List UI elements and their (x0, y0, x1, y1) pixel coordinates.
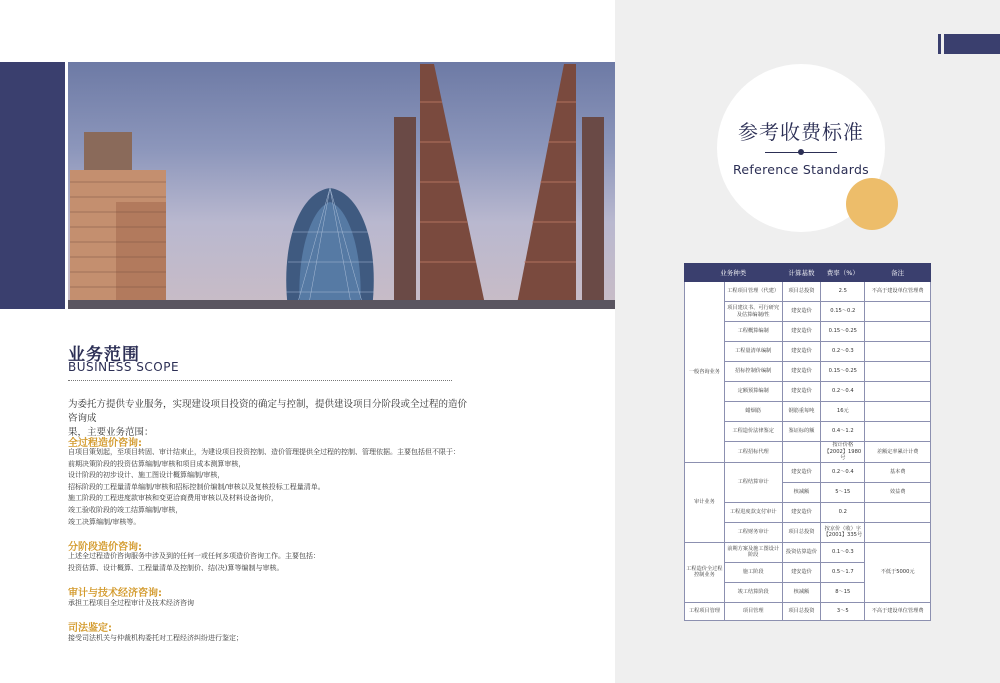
section-body-audit (68, 598, 468, 610)
section-line: 接受司法机关与仲裁机构委托对工程经济纠纷进行鉴定； (68, 634, 243, 642)
rate-cell: 16元 (821, 402, 865, 422)
section-body-full-process (68, 447, 468, 528)
rate-cell: 0.2～0.4 (821, 462, 865, 482)
base-cell: 项目总投资 (782, 282, 821, 302)
skyline-illustration (68, 62, 615, 309)
base-cell: 项目总投资 (782, 602, 821, 620)
section-title-judicial: 司法鉴定: (68, 623, 112, 634)
intro-line: 为委托方提供专业服务，实现建设项目投资的确定与控制，提供建设项目分阶段或全过程的造价咨询成 (68, 399, 468, 424)
business-scope-subtitle: BUSINESS SCOPE (68, 360, 180, 374)
item-cell: 项目管理 (724, 602, 782, 620)
header-base: 计算基数 (782, 264, 821, 282)
section-line: 上述全过程造价咨询服务中涉及到的任何一或任何多项造价咨询工作。主要包括： (68, 552, 320, 560)
table-row (685, 462, 931, 482)
title-divider-dot (798, 149, 804, 155)
business-scope-title: 业务范围 (68, 345, 140, 365)
header-note: 备注 (865, 264, 931, 282)
rate-cell: 8～15 (821, 582, 865, 602)
item-cell: 工程概算编制 (724, 322, 782, 342)
item-cell: 工程结算审计 (724, 462, 782, 502)
section-title-full-process: 全过程造价咨询: (68, 438, 142, 449)
note-cell (865, 342, 931, 362)
rate-cell: 0.15～0.2 (821, 302, 865, 322)
base-cell: 鉴证标的额 (782, 422, 821, 442)
base-cell: 建安造价 (782, 502, 821, 522)
note-cell (865, 522, 931, 542)
section-body-phased (68, 551, 468, 574)
note-cell: 差额定率累计计费 (865, 442, 931, 463)
note-cell (865, 362, 931, 382)
rate-cell: 0.2 (821, 502, 865, 522)
category-cell: 工程造价全过程控制业务 (685, 542, 725, 602)
note-cell (865, 382, 931, 402)
page-tab-accent (938, 34, 941, 54)
base-cell: 建安造价 (782, 342, 821, 362)
base-cell: 建安造价 (782, 382, 821, 402)
section-body-judicial (68, 633, 468, 645)
category-cell: 工程项目管理 (685, 602, 725, 620)
note-cell: 基本费 (865, 462, 931, 482)
item-cell: 工程量清单编制 (724, 342, 782, 362)
table-row (685, 282, 931, 302)
item-cell: 工程项目管理（代建） (724, 282, 782, 302)
section-title-audit: 审计与技术经济咨询: (68, 588, 162, 599)
table-row (685, 542, 931, 562)
note-cell (865, 322, 931, 342)
reference-subtitle: Reference Standards (733, 162, 869, 177)
base-cell (782, 442, 821, 463)
base-cell: 建安造价 (782, 362, 821, 382)
section-line: 设计阶段的初步设计、施工图设计概算编制/审核， (68, 471, 225, 480)
rate-cell: 2.5 (821, 282, 865, 302)
rate-cell: 0.15～0.25 (821, 322, 865, 342)
table-header-row (685, 264, 931, 282)
section-line: 投资估算、设计概算、工程量清单及控制价、结(决)算等编制与审核。 (68, 563, 284, 572)
category-cell: 一般咨询业务 (685, 282, 725, 463)
header-rate: 费率（%） (821, 264, 865, 282)
section-line: 招标阶段的工程量清单编制/审核和招标控制价编制/审核以及复核投标工程量清单。 (68, 482, 325, 491)
gold-accent-circle (846, 178, 898, 230)
note-cell: 效益费 (865, 482, 931, 502)
base-cell: 项目总投资 (782, 522, 821, 542)
city-skyline-photo (68, 62, 615, 309)
page-tab-block (944, 34, 1000, 54)
note-cell (865, 422, 931, 442)
rate-cell: 按京价（收）字【2001】335号 (821, 522, 865, 542)
base-cell: 建安造价 (782, 322, 821, 342)
rate-cell: 0.2～0.3 (821, 342, 865, 362)
rate-cell: 0.4～1.2 (821, 422, 865, 442)
base-cell: 投资估算造价 (782, 542, 821, 562)
item-cell: 工程招标代理 (724, 442, 782, 463)
base-cell: 核减额 (782, 482, 821, 502)
item-cell: 工程进度款支付审计 (724, 502, 782, 522)
base-cell: 建安造价 (782, 302, 821, 322)
note-cell: 不高于建设单位管理费 (865, 282, 931, 302)
section-line: 施工阶段的工程进度款审核和变更洽商费用审核以及材料设备询价， (68, 494, 278, 503)
item-cell: 项目建议书、可行研究及估算编制/性 (724, 302, 782, 322)
note-cell: 不高于建设单位管理费 (865, 602, 931, 620)
navy-accent-block (0, 62, 65, 309)
item-cell: 蜡烟筋 (724, 402, 782, 422)
item-cell: 工程造价法律鉴定 (724, 422, 782, 442)
header-business-type: 业务种类 (685, 264, 783, 282)
base-cell: 核减额 (782, 582, 821, 602)
section-line: 竣工验收阶段的竣工结算编制/审核， (68, 505, 183, 514)
item-cell: 招标控制价编制 (724, 362, 782, 382)
rate-cell: 0.15～0.25 (821, 362, 865, 382)
dotted-divider (68, 380, 452, 381)
section-line: 承担工程项目全过程审计及技术经济咨询 (68, 599, 194, 607)
item-cell: 竣工结算阶段 (724, 582, 782, 602)
item-cell: 施工阶段 (724, 562, 782, 582)
section-line: 竣工决算编制/审核等。 (68, 517, 141, 526)
section-title-phased: 分阶段造价咨询: (68, 542, 142, 553)
rate-cell: 0.1～0.3 (821, 542, 865, 562)
item-cell: 前期方案及施工图设计阶段 (724, 542, 782, 562)
base-cell: 建安造价 (782, 462, 821, 482)
item-cell: 定额预算编制 (724, 382, 782, 402)
base-cell: 建安造价 (782, 562, 821, 582)
rate-cell: 3～5 (821, 602, 865, 620)
table-row (685, 602, 931, 620)
fee-standards-table (684, 263, 931, 621)
note-cell (865, 402, 931, 422)
base-cell: 钢筋重每吨 (782, 402, 821, 422)
item-cell: 工程财务审计 (724, 522, 782, 542)
reference-title: 参考收费标准 (738, 120, 864, 144)
note-cell: 不低于5000元 (865, 542, 931, 602)
rate-cell: 0.5～1.7 (821, 562, 865, 582)
rate-cell: 5～15 (821, 482, 865, 502)
note-cell (865, 502, 931, 522)
intro-line: 果，主要业务范围： (68, 427, 154, 438)
section-line: 自项目策划起，至项目转固、审计结束止，为建设项目投资控制、造价管理提供全过程的控制、管理依据。主要包括但不限于： (68, 448, 460, 456)
rate-cell: 按计价格【2002】1980号 (821, 442, 865, 463)
rate-cell: 0.2～0.4 (821, 382, 865, 402)
section-line: 前期决策阶段的投资估算编制/审核和项目成本测算审核， (68, 459, 246, 468)
note-cell (865, 302, 931, 322)
category-cell: 审计业务 (685, 462, 725, 542)
